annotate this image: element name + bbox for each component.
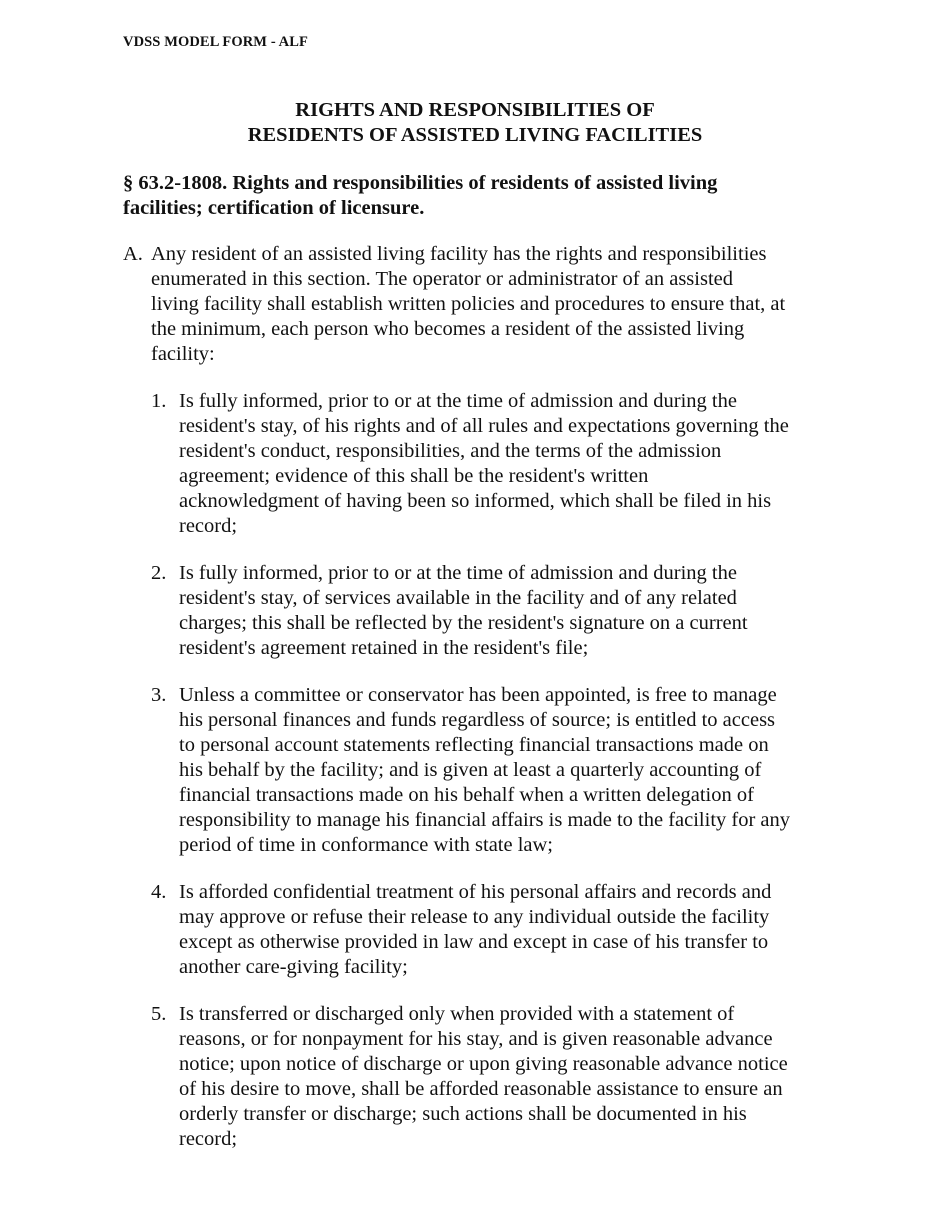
- item-line: resident's conduct, responsibilities, and the terms of the admission: [179, 440, 722, 462]
- section-heading-line: § 63.2-1808. Rights and responsibilities of residents of assisted living: [123, 172, 718, 194]
- item-text: [179, 880, 851, 980]
- item-line: notice; upon notice of discharge or upon giving reasonable advance notice: [179, 1053, 788, 1075]
- paragraph-line: Any resident of an assisted living facility has the rights and responsibilities: [151, 243, 767, 265]
- paragraph-line: enumerated in this section. The operator or administrator of an assisted: [151, 268, 733, 290]
- item-line: resident's stay, of services available in the facility and of any related: [179, 587, 737, 609]
- paragraph-marker: A.: [123, 243, 143, 265]
- rights-list: [151, 389, 851, 1174]
- item-line: his behalf by the facility; and is given at least a quarterly accounting of: [179, 759, 762, 781]
- item-line: his personal finances and funds regardless of source; is entitled to access: [179, 709, 776, 731]
- item-line: to personal account statements reflecting financial transactions made on: [179, 734, 769, 756]
- item-line: orderly transfer or discharge; such actions shall be documented in his: [179, 1103, 747, 1125]
- item-line: except as otherwise provided in law and except in case of his transfer to: [179, 931, 769, 953]
- item-number: 4.: [151, 881, 167, 903]
- item-number: 5.: [151, 1003, 167, 1025]
- item-line: period of time in conformance with state law;: [179, 834, 554, 856]
- item-text: [179, 683, 851, 858]
- list-item: [151, 683, 851, 858]
- item-line: Is fully informed, prior to or at the time of admission and during the: [179, 390, 737, 412]
- item-text: [179, 389, 851, 539]
- paragraph-line: living facility shall establish written policies and procedures to ensure that, at: [151, 293, 786, 315]
- item-line: charges; this shall be reflected by the resident's signature on a current: [179, 612, 748, 634]
- item-line: acknowledgment of having been so informed, which shall be filed in his: [179, 490, 772, 512]
- item-number: 3.: [151, 684, 167, 706]
- list-item: [151, 561, 851, 661]
- item-line: record;: [179, 1128, 238, 1150]
- section-heading: [123, 171, 843, 221]
- item-line: record;: [179, 515, 238, 537]
- paragraph-line: facility:: [151, 343, 215, 365]
- item-text: [179, 561, 851, 661]
- item-line: Unless a committee or conservator has been appointed, is free to manage: [179, 684, 777, 706]
- item-line: agreement; evidence of this shall be the resident's written: [179, 465, 649, 487]
- item-line: responsibility to manage his financial affairs is made to the facility for any: [179, 809, 791, 831]
- list-item: [151, 880, 851, 980]
- item-line: Is afforded confidential treatment of his personal affairs and records and: [179, 881, 772, 903]
- item-line: financial transactions made on his behalf when a written delegation of: [179, 784, 754, 806]
- item-line: of his desire to move, shall be afforded reasonable assistance to ensure an: [179, 1078, 783, 1100]
- item-text: [179, 1002, 851, 1152]
- section-heading-line: facilities; certification of licensure.: [123, 197, 425, 219]
- item-line: resident's stay, of his rights and of all rules and expectations governing the: [179, 415, 789, 437]
- paragraph-line: the minimum, each person who becomes a resident of the assisted living: [151, 318, 745, 340]
- item-line: another care-giving facility;: [179, 956, 408, 978]
- item-line: reasons, or for nonpayment for his stay, and is given reasonable advance: [179, 1028, 773, 1050]
- item-line: Is transferred or discharged only when provided with a statement of: [179, 1003, 735, 1025]
- paragraph-a: [123, 242, 843, 367]
- list-item: [151, 1002, 851, 1152]
- item-line: may approve or refuse their release to any individual outside the facility: [179, 906, 770, 928]
- title-line: RIGHTS AND RESPONSIBILITIES OF: [295, 99, 655, 121]
- item-number: 2.: [151, 562, 167, 584]
- list-item: [151, 389, 851, 539]
- item-number: 1.: [151, 390, 167, 412]
- title-line: RESIDENTS OF ASSISTED LIVING FACILITIES: [247, 124, 703, 146]
- document-title: [0, 98, 950, 148]
- form-header: VDSS MODEL FORM - ALF: [123, 34, 308, 50]
- paragraph-text: [151, 242, 843, 367]
- item-line: resident's agreement retained in the resident's file;: [179, 637, 589, 659]
- item-line: Is fully informed, prior to or at the time of admission and during the: [179, 562, 737, 584]
